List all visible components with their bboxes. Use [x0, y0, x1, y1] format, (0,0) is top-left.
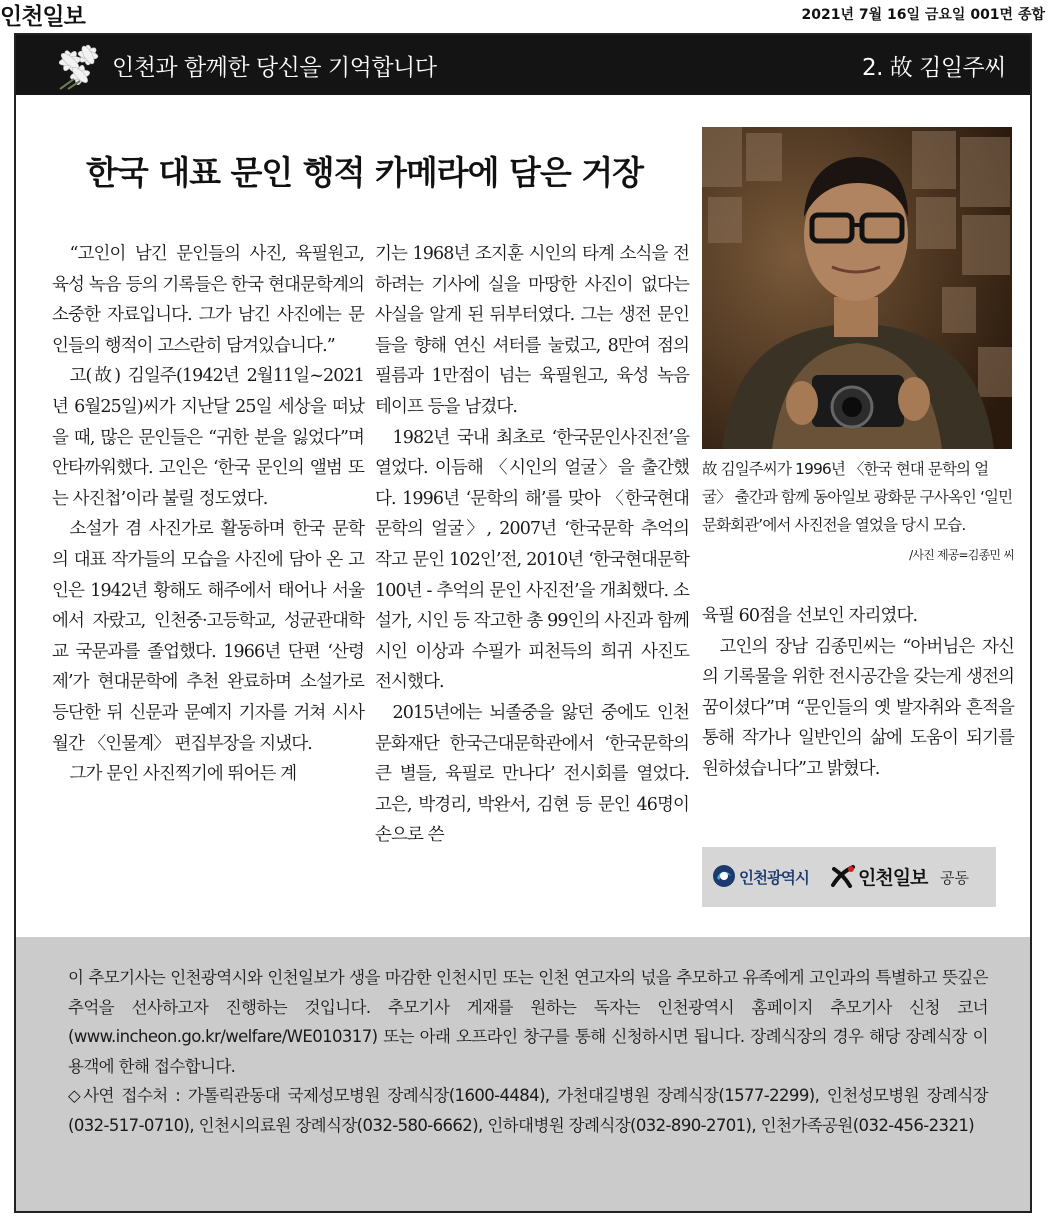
article-frame — [14, 33, 1032, 1213]
sponsor-paper: 인천일보 — [858, 867, 928, 889]
paragraph: 고(故) 김일주(1942년 2월11일~2021년 6월25일)씨가 지난달 25일 세상을 떠났을 때, 많은 문인들은 “귀한 분을 잃었다”며 안타까워했다. 고인은 ‘한국 문인의 앨범 또는 사진첩’이라 불릴 정도였다. — [52, 366, 364, 509]
article-column-1 — [52, 239, 364, 790]
paragraph: 소설가 겸 사진가로 활동하며 한국 문학의 대표 작가들의 모습을 사진에 담아 온 고인은 1942년 황해도 해주에서 태어나 서울에서 자랐고, 인천중·고등학교, 성균관대학교 국문과를 졸업했다. 1966년 단편 ‘산령제’가 현대문학에 추천 완료하며 소설가로 등단한 뒤 신문과 문예지 기자를 거쳐 시사 월간 〈인물계〉 편집부장을 지냈다. — [52, 519, 364, 754]
article-column-3 — [702, 601, 1014, 785]
photo-credit: /사진 제공=김종민 씨 — [909, 548, 1014, 562]
portrait-photo — [702, 127, 1012, 449]
notice-contacts: ◇사연 접수처 : 가톨릭관동대 국제성모병원 장례식장(1600-4484), 가천대길병원 장례식장(1577-2299), 인천성모병원 장례식장(032-517-0710), 인천시의료원 장례식장(032-580-6662), 인하대병원 장례식장(032-890-2701), 인천가족공원(032-456-2321) — [68, 1086, 988, 1135]
series-label: 2. 故 김일주씨 — [862, 55, 1006, 81]
incheon-ilbo-logo-icon — [830, 863, 856, 889]
headline: 한국 대표 문인 행적 카메라에 담은 거장 — [86, 153, 643, 192]
caption-text: 故 김일주씨가 1996년 〈한국 현대 문학의 얼굴〉 출간과 함께 동아일보 광화문 구사옥인 ‘일민문화회관’에서 사진전을 열었을 당시 모습. — [702, 460, 1013, 534]
banner-title: 인천과 함께한 당신을 기억합니다 — [112, 55, 437, 81]
masthead — [0, 0, 1049, 30]
chrysanthemum-icon — [50, 39, 120, 91]
paragraph: 육필 60점을 선보인 자리였다. — [702, 606, 918, 626]
paragraph: 고인의 장남 김종민씨는 “아버님은 자신의 기록물을 위한 전시공간을 갖는게 생전의 꿈이셨다”며 “문인들의 옛 발자취와 흔적을 통해 작가나 일반인의 삶에 도움이 되기를 원하셨습니다”고 밝혔다. — [702, 636, 1014, 779]
sponsor-joint-label: 공동 — [940, 869, 969, 887]
sponsor-box — [702, 847, 996, 907]
notice-text — [68, 963, 988, 1140]
paragraph: “고인이 남긴 문인들의 사진, 육필원고, 육성 녹음 등의 기록들은 한국 현대문학계의 소중한 자료입니다. 그가 남긴 사진에는 문인들의 행적이 고스란히 담겨있습니다.” — [52, 244, 364, 356]
notice-body: 이 추모기사는 인천광역시와 인천일보가 생을 마감한 인천시민 또는 인천 연고자의 넋을 추모하고 유족에게 고인과의 특별하고 뜻깊은 추억을 선사하고자 진행하는 것입니다. 추모기사 게재를 원하는 독자는 인천광역시 홈페이지 추모기사 신청 코너(www.incheon.go.kr/welfare/WE010317) 또는 아래 오프라인 창구를 통해 신청하시면 됩니다. 장례식장의 경우 해당 장례식장 이용객에 한해 접수합니다. — [68, 968, 988, 1076]
dateline: 2021년 7월 16일 금요일 001면 종합 — [801, 7, 1045, 23]
paragraph: 2015년에는 뇌졸중을 앓던 중에도 인천문화재단 한국근대문학관에서 ‘한국문학의 큰 별들, 육필로 만나다’ 전시회를 열었다. 고은, 박경리, 박완서, 김현 등 문인 46명이 손으로 쓴 — [375, 702, 689, 846]
memorial-notice — [16, 937, 1030, 1211]
paragraph: 그가 문인 사진찍기에 뛰어든 계 — [69, 764, 297, 785]
photo-caption — [702, 455, 1014, 569]
incheon-city-emblem-icon — [712, 864, 736, 888]
newspaper-logo: 인천일보 — [0, 4, 85, 30]
paragraph: 1982년 국내 최초로 ‘한국문인사진전’을 열었다. 이듬해 〈시인의 얼굴〉을 출간했다. 1996년 ‘문학의 해’를 맞아 〈한국현대문학의 얼굴〉, 2007년 ‘한국문학 추억의 작고 문인 102인’전, 2010년 ‘한국현대문학 100년 - 추억의 문인 사진전’을 개최했다. 소설가, 시인 등 작고한 총 99인의 사진과 함께 시인 이상과 수필가 피천득의 희귀 사진도 전시했다. — [375, 427, 689, 693]
sponsor-city: 인천광역시 — [739, 869, 809, 887]
article-column-2 — [375, 239, 689, 851]
series-banner — [16, 35, 1030, 95]
paragraph: 기는 1968년 조지훈 시인의 타계 소식을 전하려는 기사에 실을 마땅한 사진이 없다는 사실을 알게 된 뒤부터였다. 그는 생전 문인들을 향해 연신 셔터를 눌렀고, 8만여 점의 필름과 1만점이 넘는 육필원고, 육성 녹음 테이프 등을 남겼다. — [375, 244, 689, 417]
